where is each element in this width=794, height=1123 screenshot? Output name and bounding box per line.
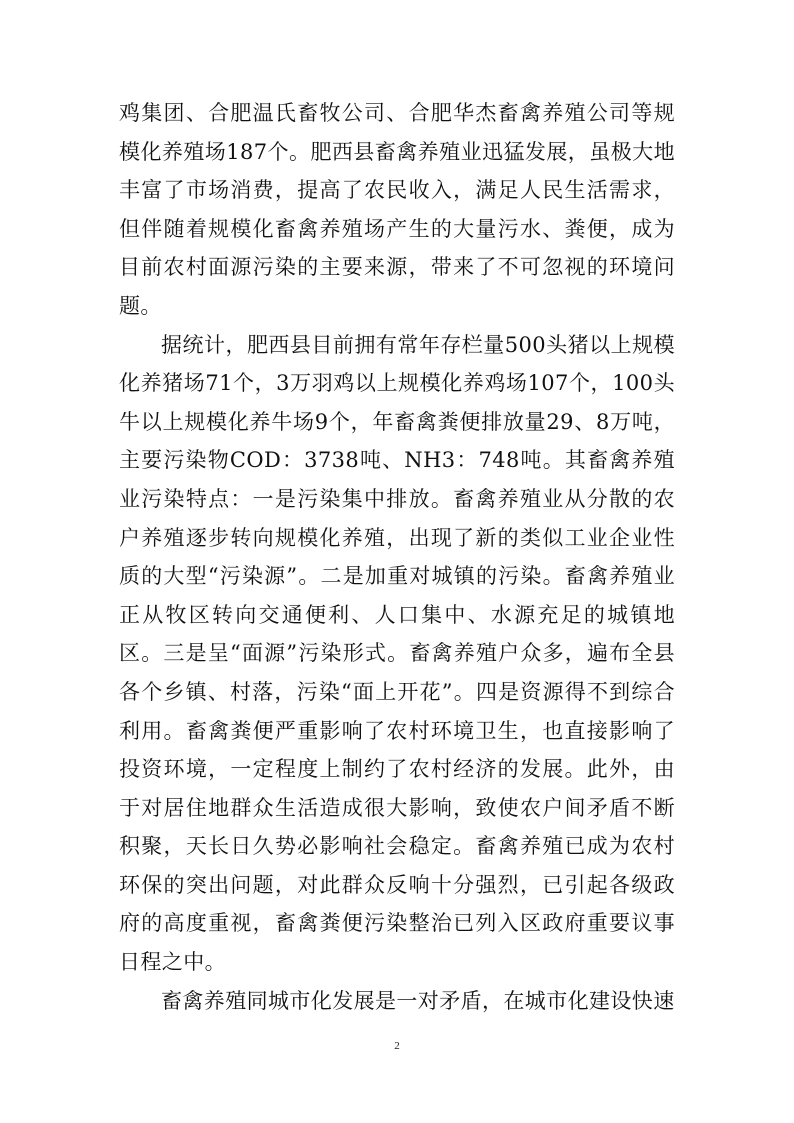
paragraph-2: 据统计，肥西县目前拥有常年存栏量500头猪以上规模化养猪场71个，3万羽鸡以上规模化养鸡场107个，100头牛以上规模化养牛场9个，年畜禽粪便排放量29、8万吨，主要污染物COD：3738吨、NH3：748吨。其畜禽养殖业污染特点：一是污染集中排放。畜禽养殖业从分散的农户养殖逐步转向规模化养殖，出现了新的类似工业企业性质的大型“污染源”。二是加重对城镇的污染。畜禽养殖业正从牧区转向交通便利、人口集中、水源充足的城镇地区。三是呈“面源”污染形式。畜禽养殖户众多，遍布全县各个乡镇、村落，污染“面上开花”。四是资源得不到综合利用。畜禽粪便严重影响了农村环境卫生，也直接影响了投资环境，一定程度上制约了农村经济的发展。此外，由于对居住地群众生活造成很大影响，致使农户间矛盾不断积聚，天长日久势必影响社会稳定。畜禽养殖已成为农村环保的突出问题，对此群众反响十分强烈，已引起各级政府的高度重视，畜禽粪便污染整治已列入区政府重要议事日程之中。 [119, 332, 675, 975]
page-number: 2 [394, 1040, 400, 1052]
paragraph-3: 畜禽养殖同城市化发展是一对矛盾，在城市化建设快速 [161, 988, 675, 1013]
paragraph-1: 鸡集团、合肥温氏畜牧公司、合肥华杰畜禽养殖公司等规模化养殖场187个。肥西县畜禽养殖业迅猛发展，虽极大地丰富了市场消费，提高了农民收入，满足人民生活需求，但伴随着规模化畜禽养殖场产生的大量污水、粪便，成为目前农村面源污染的主要来源，带来了不可忽视的环境问题。 [119, 101, 675, 318]
body-text [119, 94, 675, 1020]
